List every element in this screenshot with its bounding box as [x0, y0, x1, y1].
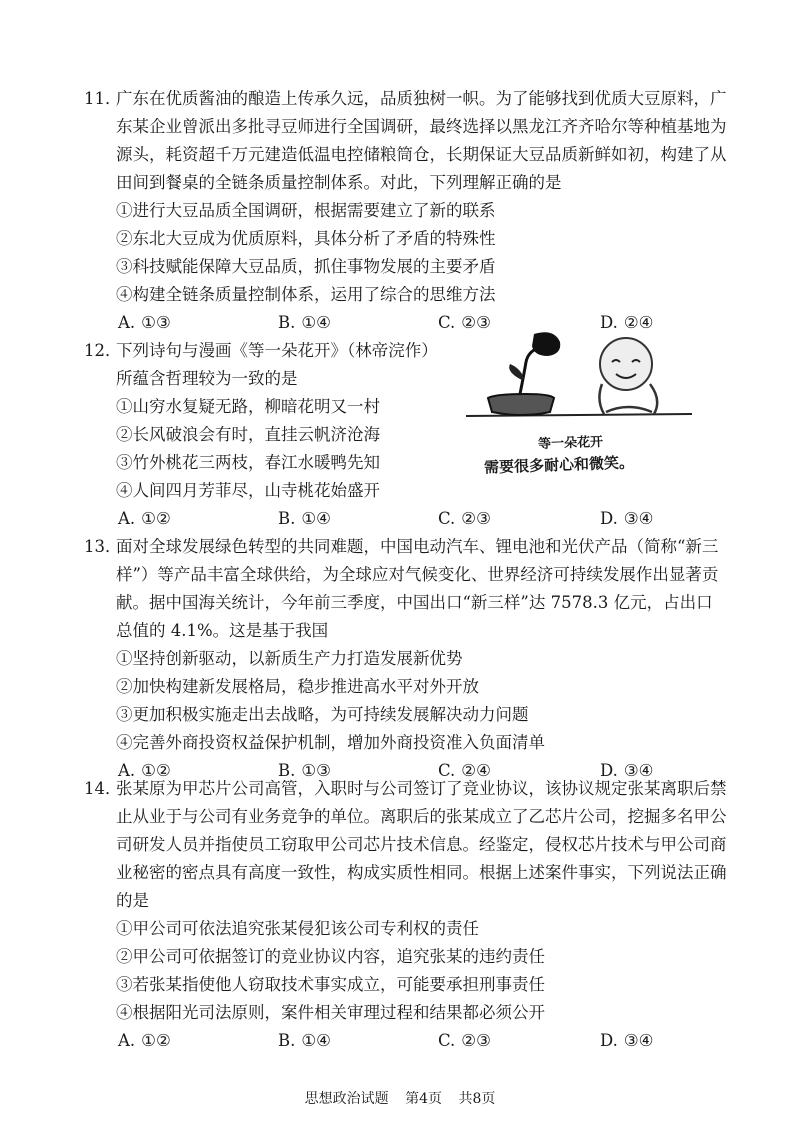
flower-pot-monk-drawing: [466, 328, 692, 432]
statement-3: ③竹外桃花三两枝，春江水暖鸭先知: [116, 453, 380, 472]
cartoon-illustration: [466, 328, 692, 498]
option-d: D. ③④: [600, 761, 654, 780]
statement-1: ①进行大豆品质全国调研，根据需要建立了新的联系: [116, 201, 496, 220]
flower-stem: [520, 348, 538, 394]
option-c: C. ②③: [438, 509, 491, 528]
stem-line: 止从业于与公司有业务竞争的单位。离职后的张某成立了乙芯片公司，挖掘多名甲公: [116, 807, 727, 826]
option-b: B. ①④: [278, 313, 331, 332]
stem-line: 广东在优质酱油的酿造上传承久远，品质独树一帜。为了能够找到优质大豆原料，广: [116, 89, 727, 108]
page-footer: [0, 1088, 800, 1108]
stem-line: 所蕴含哲理较为一致的是: [116, 369, 298, 388]
option-c: C. ②④: [438, 761, 491, 780]
option-b: B. ①④: [278, 1031, 331, 1050]
stem-line: 的是: [116, 891, 149, 910]
monk-head: [600, 338, 652, 390]
statement-4: ④人间四月芳菲尽，山寺桃花始盛开: [116, 481, 380, 500]
statement-4: ④构建全链条质量控制体系，运用了综合的思维方法: [116, 285, 496, 304]
stem-line: 司研发人员并指使员工窃取甲公司芯片技术信息。经鉴定，侵权芯片技术与甲公司商: [116, 835, 727, 854]
stem-line: 献。据中国海关统计，今年前三季度，中国出口“新三样”达 7578.3 亿元，占出口: [116, 593, 713, 612]
statement-2: ②甲公司可依据签订的竞业协议内容，追究张某的违约责任: [116, 947, 545, 966]
question-number: 13．: [84, 537, 122, 556]
flower-pot-icon: [488, 394, 554, 415]
option-c: C. ②③: [438, 1031, 491, 1050]
statement-1: ①坚持创新驱动，以新质生产力打造发展新优势: [116, 649, 463, 668]
footer-subject: 思想政治试题: [304, 1091, 389, 1107]
statement-4: ④根据阳光司法原则，案件相关审理过程和结果都必须公开: [116, 1003, 545, 1022]
stem-line: 东某企业曾派出多批寻豆师进行全国调研，最终选择以黑龙江齐齐哈尔等种植基地为: [116, 117, 727, 136]
leaf-icon: [509, 364, 524, 380]
footer-page: 第4页: [405, 1091, 442, 1107]
option-b: B. ①④: [278, 509, 331, 528]
option-d: D. ②④: [600, 313, 654, 332]
cartoon-caption-line1: 等一朵花开: [537, 434, 604, 453]
stem-line: 田间到餐桌的全链条质量控制体系。对此，下列理解正确的是: [116, 173, 562, 192]
statement-4: ④完善外商投资权益保护机制，增加外商投资准入负面清单: [116, 733, 545, 752]
footer-total: 共8页: [458, 1091, 496, 1107]
statement-3: ③若张某指使他人窃取技术事实成立，可能要承担刑事责任: [116, 975, 545, 994]
option-b: B. ①③: [278, 761, 331, 780]
statement-2: ②长风破浪会有时，直挂云帆济沧海: [116, 425, 380, 444]
flower-bud-icon: [532, 332, 560, 356]
option-a: A. ①②: [118, 761, 171, 780]
stem-line: 下列诗句与漫画《等一朵花开》（林帝浣作）: [116, 341, 438, 360]
stem-line: 总值的 4.1%。这是基于我国: [116, 621, 329, 640]
statement-1: ①山穷水复疑无路，柳暗花明又一村: [116, 397, 380, 416]
statement-2: ②东北大豆成为优质原料，具体分析了矛盾的特殊性: [116, 229, 496, 248]
statement-2: ②加快构建新发展格局，稳步推进高水平对外开放: [116, 677, 479, 696]
option-a: A. ①②: [118, 1031, 171, 1050]
question-number: 14．: [84, 779, 122, 798]
stem-line: 样”）等产品丰富全球供给，为全球应对气候变化、世界经济可持续发展作出显著贡: [116, 565, 719, 584]
statement-3: ③更加积极实施走出去战略，为可持续发展解决动力问题: [116, 705, 529, 724]
option-a: A. ①③: [118, 313, 171, 332]
stem-line: 面对全球发展绿色转型的共同难题，中国电动汽车、锂电池和光伏产品（简称“新三: [116, 537, 719, 556]
stem-line: 源头，耗资超千万元建造低温电控储粮筒仓，长期保证大豆品质新鲜如初，构建了从: [116, 145, 727, 164]
statement-3: ③科技赋能保障大豆品质，抓住事物发展的主要矛盾: [116, 257, 496, 276]
option-a: A. ①②: [118, 509, 171, 528]
statement-1: ①甲公司可依法追究张某侵犯该公司专利权的责任: [116, 919, 479, 938]
option-c: C. ②③: [438, 313, 491, 332]
stem-line: 张某原为甲芯片公司高管，入职时与公司签订了竞业协议，该协议规定张某离职后禁: [116, 779, 727, 798]
question-number: 11．: [84, 89, 122, 108]
option-d: D. ③④: [600, 1031, 654, 1050]
question-number: 12．: [84, 341, 122, 360]
option-d: D. ③④: [600, 509, 654, 528]
cartoon-caption-line2: 需要很多耐心和微笑。: [483, 453, 635, 477]
stem-line: 业秘密的密点具有高度一致性，构成实质性相同。根据上述案件事实，下列说法正确: [116, 863, 727, 882]
